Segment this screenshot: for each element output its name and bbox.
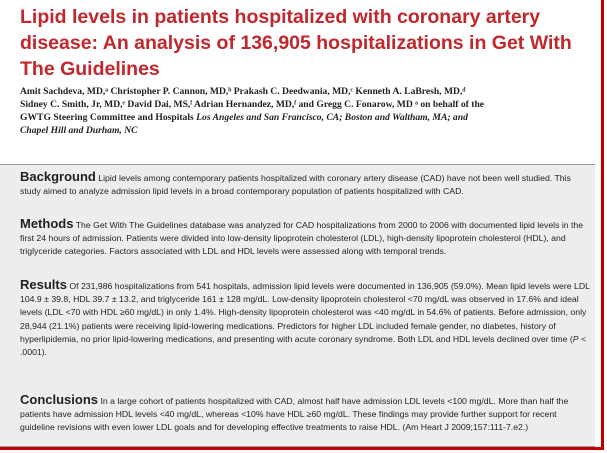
author-line-1: Amit Sachdeva, MD,ᵃ Christopher P. Cannon, MD,ᵇ Prakash C. Deedwania, MD,ᶜ Kenneth A. LaBresh, MD,ᵈ: [20, 86, 466, 97]
author-locations-cont: Chapel Hill and Durham, NC: [20, 125, 138, 136]
methods-section: [20, 217, 590, 259]
conclusions-heading: Conclusions: [20, 392, 99, 407]
committee-name: GWTG Steering Committee and Hospitals: [20, 112, 194, 123]
author-line-3: [20, 111, 595, 124]
author-block: [20, 85, 595, 137]
abstract-box: [0, 164, 595, 447]
results-section: [20, 278, 590, 359]
background-heading: Background: [20, 169, 96, 184]
article-title: Lipid levels in patients hospitalized with coronary artery disease: An analysis of 136,905 hospitalizations in Get With The Guidelines: [20, 6, 572, 80]
results-heading: Results: [20, 277, 67, 292]
p-value-label: P: [572, 333, 579, 344]
conclusions-text: In a large cohort of patients hospitalized with CAD, almost half have admission LDL levels <100 mg/dL. More than half the patients have admission HDL levels <40 mg/dL, whereas <10% have HDL ≥60 mg/dL. These findings may provide further support for recent guideline revisions with even lower LDL goals and for developing effective treatments to raise HDL. (Am Heart J 2009;157:111-7.e2.): [20, 396, 569, 433]
author-line-2: Sidney C. Smith, Jr, MD,ᵉ David Dai, MS,ᶠ Adrian Hernandez, MD,ᶠ and Gregg C. Fonarow, MD ᵃ on behalf of the: [20, 99, 485, 110]
conclusions-section: [20, 393, 590, 435]
results-text: Of 231,986 hospitalizations from 541 hospitals, admission lipid levels were documented in 136,905 (59.0%). Mean lipid levels were LDL 104.9 ± 39.8, HDL 39.7 ± 13.2, and triglyceride 161 ± 128 mg/dL. Low-density lipoprotein cholesterol <70 mg/dL was observed in 17.6% and ideal levels (LDL <70 with HDL ≥60 mg/dL) in only 1.4%. High-density lipoprotein cholesterol was <40 mg/dL in 54.6% of patients. Before admission, only 28,944 (21.1%) patients were receiving lipid-lowering medications. Predictors for higher LDL included female gender, no diabetes, history of hyperlipidemia, no prior lipid-lowering medications, and presenting with acute coronary syndrome. Both LDL and HDL levels declined over time (: [20, 281, 590, 344]
background-text: Lipid levels among contemporary patients hospitalized with coronary artery disease (CAD) have not been well studied. This study aimed to analyze admission lipid levels in a broad contemporary population of patients hospitalized with CAD.: [20, 173, 571, 197]
author-locations: Los Angeles and San Francisco, CA; Boston and Waltham, MA; and: [196, 112, 468, 123]
methods-heading: Methods: [20, 216, 74, 231]
results-text-end: < .0001).: [20, 333, 587, 358]
methods-text: The Get With The Guidelines database was analyzed for CAD hospitalizations from 2000 to 2006 with documented lipid levels in the first 24 hours of admission. Patients were divided into low-density lipoprotein cholesterol (LDL), high-density lipoprotein cholesterol (HDL), and triglyceride categories. Factors associated with LDL and HDL levels were assessed along with temporal trends.: [20, 220, 584, 257]
background-section: [20, 170, 590, 198]
